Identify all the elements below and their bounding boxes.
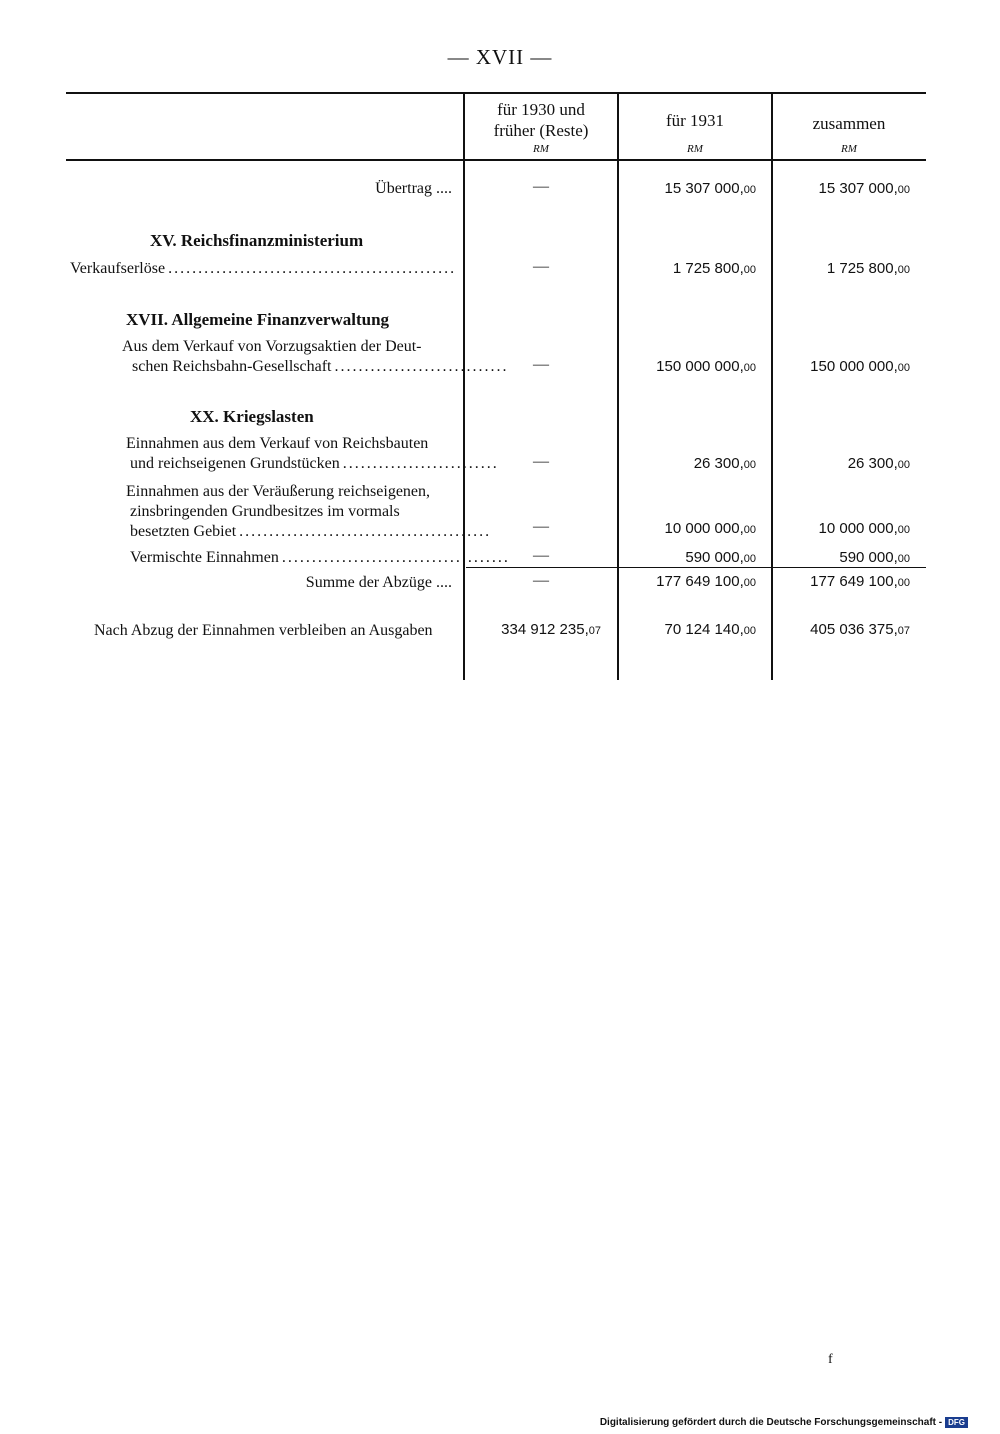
- vorzugsaktien-label: Aus dem Verkauf von Vorzugsaktien der Deut- schen Reichsbahn-Gesellschaft .............................: [70, 337, 452, 377]
- summe-text: Summe der Abzüge ....: [305, 574, 452, 591]
- dfg-logo: DFG: [945, 1417, 968, 1428]
- vermischte-label: Vermischte Einnahmen ......................................: [130, 549, 510, 566]
- vorzugsaktien-1931: 150 000 000,00: [656, 358, 756, 375]
- uebertrag-text: Übertrag ....: [375, 180, 452, 197]
- column-header-1930-line1: für 1930 und: [497, 100, 585, 119]
- reichsbauten-label: Einnahmen aus dem Verkauf von Reichsbauten und reichseigenen Grundstücken ..........................: [70, 434, 452, 474]
- vorzugsaktien-line1: Aus dem Verkauf von Vorzugsaktien der Deut-: [122, 338, 422, 355]
- column-unit-1930: RM: [533, 143, 549, 155]
- verkaufserloese-1930: —: [533, 258, 549, 275]
- reichsbauten-1931: 26 300,00: [693, 455, 756, 472]
- summe-1930: —: [533, 572, 549, 589]
- page-number: — XVII —: [447, 45, 553, 69]
- column-header-1930-line2: früher (Reste): [493, 121, 589, 140]
- section-xv-heading: XV. Reichsfinanzministerium: [150, 231, 364, 250]
- nach-abzug-label: Nach Abzug der Einnahmen verbleiben an Ausgaben: [94, 622, 433, 639]
- vermischte-1931: 590 000,00: [685, 549, 756, 566]
- column-unit-zusammen: RM: [841, 143, 857, 155]
- veraeusserung-line2: zinsbringenden Grundbesitzes im vormals: [130, 503, 400, 520]
- veraeusserung-1931: 10 000 000,00: [664, 520, 756, 537]
- uebertrag-1930: —: [533, 178, 549, 195]
- vorzugsaktien-1930: —: [533, 356, 549, 373]
- reichsbauten-line1: Einnahmen aus dem Verkauf von Reichsbauten: [126, 435, 429, 452]
- veraeusserung-zusammen: 10 000 000,00: [818, 520, 910, 537]
- column-header-1930: [466, 99, 616, 141]
- nach-abzug-zusammen: 405 036 375,07: [810, 621, 910, 638]
- verkaufserloese-label: Verkaufserlöse ................................................: [70, 260, 457, 277]
- column-header-1931: für 1931: [665, 111, 725, 130]
- sum-top-rule: [466, 567, 926, 568]
- verkaufserloese-zusammen: 1 725 800,00: [826, 260, 910, 277]
- digitization-footer: [600, 1417, 968, 1428]
- veraeusserung-label: Einnahmen aus der Veräußerung reichseigenen, zinsbringenden Grundbesitzes im vormals besetzten Gebiet ..........................................: [70, 482, 452, 542]
- column-header-zusammen: zusammen: [812, 114, 886, 133]
- table-top-rule: [66, 92, 926, 94]
- veraeusserung-line1: Einnahmen aus der Veräußerung reichseigenen,: [126, 483, 431, 500]
- nach-abzug-1930: 334 912 235,07: [501, 621, 601, 638]
- column-divider-2: [617, 93, 619, 680]
- column-divider-3: [771, 93, 773, 680]
- veraeusserung-1930: —: [533, 518, 549, 535]
- vermischte-zusammen: 590 000,00: [839, 549, 910, 566]
- reichsbauten-zusammen: 26 300,00: [847, 455, 910, 472]
- section-xx-heading: XX. Kriegslasten: [190, 407, 314, 426]
- reichsbauten-1930: —: [533, 453, 549, 470]
- verkaufserloese-1931: 1 725 800,00: [672, 260, 756, 277]
- column-divider-1: [463, 93, 465, 680]
- uebertrag-zusammen: 15 307 000,00: [818, 180, 910, 197]
- vermischte-1930: —: [533, 547, 549, 564]
- summe-zusammen: 177 649 100,00: [810, 573, 910, 590]
- footer-text: Digitalisierung gefördert durch die Deutsche Forschungsgemeinschaft -: [599, 1417, 943, 1428]
- summe-label: [70, 573, 452, 593]
- uebertrag-1931: 15 307 000,00: [664, 180, 756, 197]
- nach-abzug-1931: 70 124 140,00: [664, 621, 756, 638]
- signature-letter: f: [828, 1352, 833, 1367]
- section-xvii-heading: XVII. Allgemeine Finanzverwaltung: [126, 310, 390, 329]
- uebertrag-label: [70, 179, 452, 199]
- header-bottom-rule: [66, 159, 926, 161]
- summe-1931: 177 649 100,00: [656, 573, 756, 590]
- vorzugsaktien-zusammen: 150 000 000,00: [810, 358, 910, 375]
- column-unit-1931: RM: [687, 143, 703, 155]
